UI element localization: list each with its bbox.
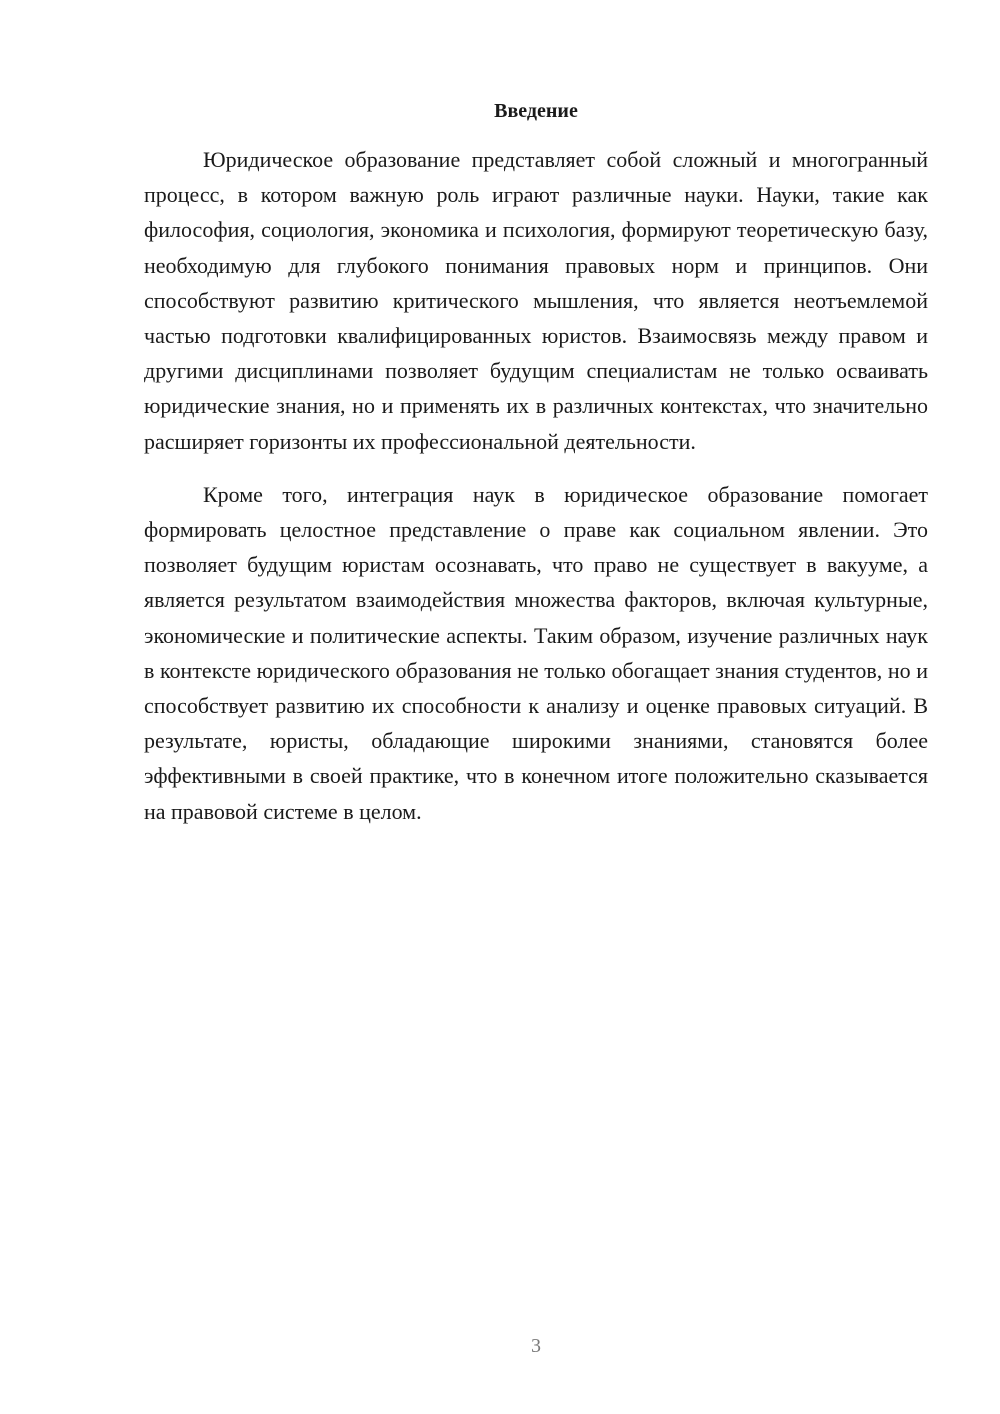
section-title: Введение: [494, 100, 578, 122]
paragraph-1: Юридическое образование представляет собой сложный и многогранный процесс, в котором важную роль играют различные науки. Науки, такие как философия, социология, экономика и психология, формируют теоретическую базу, необходимую для глубокого понимания правовых норм и принципов. Они способствуют развитию критического мышления, что является неотъемлемой частью подготовки квалифицированных юристов. Взаимосвязь между правом и другими дисциплинами позволяет будущим специалистам не только осваивать юридические знания, но и применять их в различных контекстах, что значительно расширяет горизонты их профессиональной деятельности.: [144, 147, 928, 454]
paragraph-2: Кроме того, интеграция наук в юридическое образование помогает формировать целостное представление о праве как социальном явлении. Это позволяет будущим юристам осознавать, что право не существует в вакууме, а является результатом взаимодействия множества факторов, включая культурные, экономические и политические аспекты. Таким образом, изучение различных наук в контексте юридического образования не только обогащает знания студентов, но и способствует развитию их способности к анализу и оценке правовых ситуаций. В результате, юристы, обладающие широкими знаниями, становятся более эффективными в своей практике, что в конечном итоге положительно сказывается на правовой системе в целом.: [144, 481, 928, 824]
page-number: 3: [531, 1335, 541, 1357]
body-text: [144, 142, 928, 829]
